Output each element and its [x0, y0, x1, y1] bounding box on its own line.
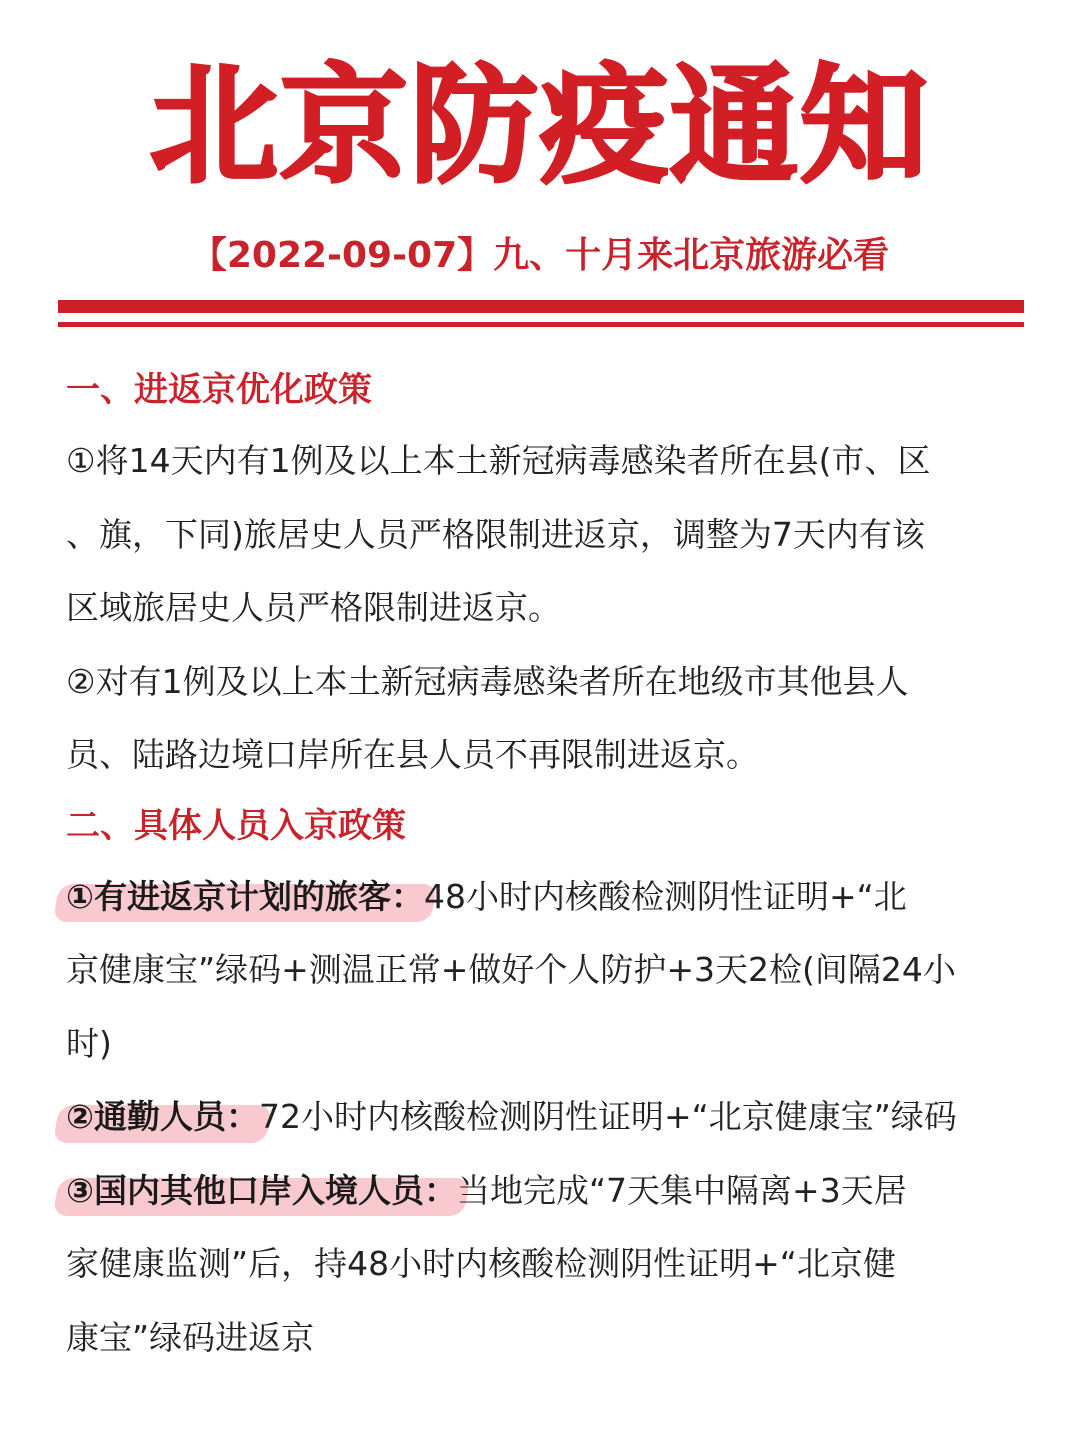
- highlight-label: ③国内其他口岸入境人员：: [66, 1154, 457, 1228]
- highlight-label: ②通勤人员：: [66, 1080, 259, 1154]
- policy-text: 当地完成“7天集中隔离+3天居: [456, 1170, 907, 1210]
- divider-thick: [58, 300, 1024, 313]
- policy-item-commuters: [66, 1080, 1032, 1154]
- section-heading-1: 一、进返京优化政策: [66, 370, 372, 410]
- divider-thin: [58, 322, 1024, 327]
- section1-line: ①将14天内有1例及以上本土新冠病毒感染者所在县(市、区: [66, 441, 931, 480]
- policy-item-port-entrants-line: 家健康监测”后，持48小时内核酸检测阴性证明+“北京健: [66, 1244, 896, 1283]
- section1-line: 员、陆路边境口岸所在县人员不再限制进返京。: [66, 735, 759, 774]
- policy-item-travelers: [66, 860, 1032, 934]
- policy-text: 48小时内核酸检测阴性证明+“北: [423, 876, 907, 916]
- section1-line: 区域旅居史人员严格限制进返京。: [66, 588, 561, 627]
- policy-item-travelers-line: 时): [66, 1023, 112, 1063]
- policy-item-travelers-line: 京健康宝”绿码+测温正常+做好个人防护+3天2检(间隔24小: [66, 950, 956, 989]
- policy-item-port-entrants: [66, 1154, 1032, 1228]
- section1-line: ②对有1例及以上本土新冠病毒感染者所在地级市其他县人: [66, 661, 909, 701]
- highlight-label: ①有进返京计划的旅客：: [66, 860, 424, 934]
- policy-item-port-entrants-line: 康宝”绿码进返京: [66, 1317, 315, 1357]
- page-subtitle: 【2022-09-07】九、十月来北京旅游必看: [190, 235, 890, 276]
- section1-line: 、旗，下同)旅居史人员严格限制进返京，调整为7天内有该: [66, 514, 925, 554]
- page-title: 北京防疫通知: [149, 52, 930, 201]
- notice-body: [66, 356, 1032, 1374]
- policy-text: 72小时内核酸检测阴性证明+“北京健康宝”绿码: [258, 1097, 957, 1136]
- section-heading-2: 二、具体人员入京政策: [66, 805, 406, 846]
